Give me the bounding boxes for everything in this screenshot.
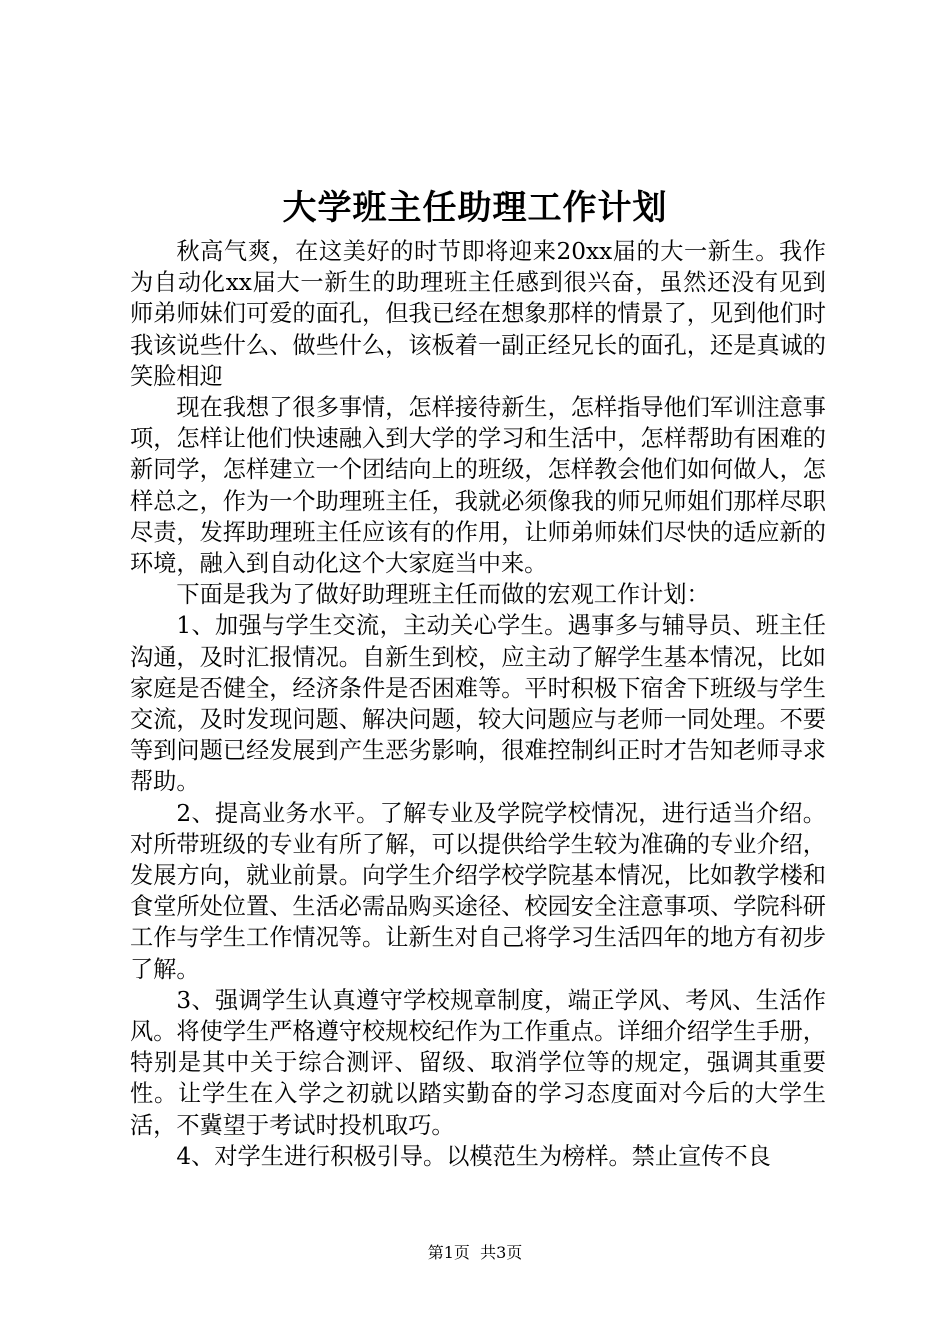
document-title: 大学班主任助理工作计划	[282, 188, 668, 228]
paragraph-item-2: 2、提高业务水平。了解专业及学院学校情况，进行适当介绍。对所带班级的专业有所了解，可以提供给学生较为准确的专业介绍，发展方向，就业前景。向学生介绍学校学院基本情况，比如教学楼和食堂所处位置、生活必需品购买途径、校园安全注意事项、学院科研工作与学生工作情况等。让新生对自己将学习生活四年的地方有初步了解。	[130, 799, 826, 983]
paragraph-intro: 秋高气爽，在这美好的时节即将迎来20xx届的大一新生。我作为自动化xx届大一新生的助理班主任感到很兴奋，虽然还没有见到师弟师妹们可爱的面孔，但我已经在想象那样的情景了，见到他们时我该说些什么、做些什么，该板着一副正经兄长的面孔，还是真诚的笑脸相迎	[130, 238, 826, 390]
page-total: 共3页	[480, 1243, 523, 1262]
paragraph-plan-intro: 下面是我为了做好助理班主任而做的宏观工作计划：	[176, 581, 710, 609]
paragraph-item-3: 3、强调学生认真遵守学校规章制度，端正学风、考风、生活作风。将使学生严格遵守校规校纪作为工作重点。详细介绍学生手册，特别是其中关于综合测评、留级、取消学位等的规定，强调其重要性。让学生在入学之初就以踏实勤奋的学习态度面对今后的大学生活，不冀望于考试时投机取巧。	[130, 986, 826, 1139]
page-number: 第1页	[427, 1243, 470, 1262]
page-footer	[0, 1242, 950, 1264]
document-body	[130, 236, 826, 1172]
paragraph-thoughts: 现在我想了很多事情，怎样接待新生，怎样指导他们军训注意事项，怎样让他们快速融入到大学的学习和生活中，怎样帮助有困难的新同学，怎样建立一个团结向上的班级，怎样教会他们如何做人，怎样总之，作为一个助理班主任，我就必须像我的师兄师姐们那样尽职尽责，发挥助理班主任应该有的作用，让师弟师妹们尽快的适应新的环境，融入到自动化这个大家庭当中来。	[130, 394, 826, 578]
paragraph-item-4: 4、对学生进行积极引导。以模范生为榜样。禁止宣传不良	[176, 1142, 771, 1170]
paragraph-item-1: 1、加强与学生交流，主动关心学生。遇事多与辅导员、班主任沟通，及时汇报情况。自新生到校，应主动了解学生基本情况，比如家庭是否健全，经济条件是否困难等。平时积极下宿舍下班级与学生交流，及时发现问题、解决问题，较大问题应与老师一同处理。不要等到问题已经发展到产生恶劣影响，很难控制纠正时才告知老师寻求帮助。	[130, 612, 826, 796]
